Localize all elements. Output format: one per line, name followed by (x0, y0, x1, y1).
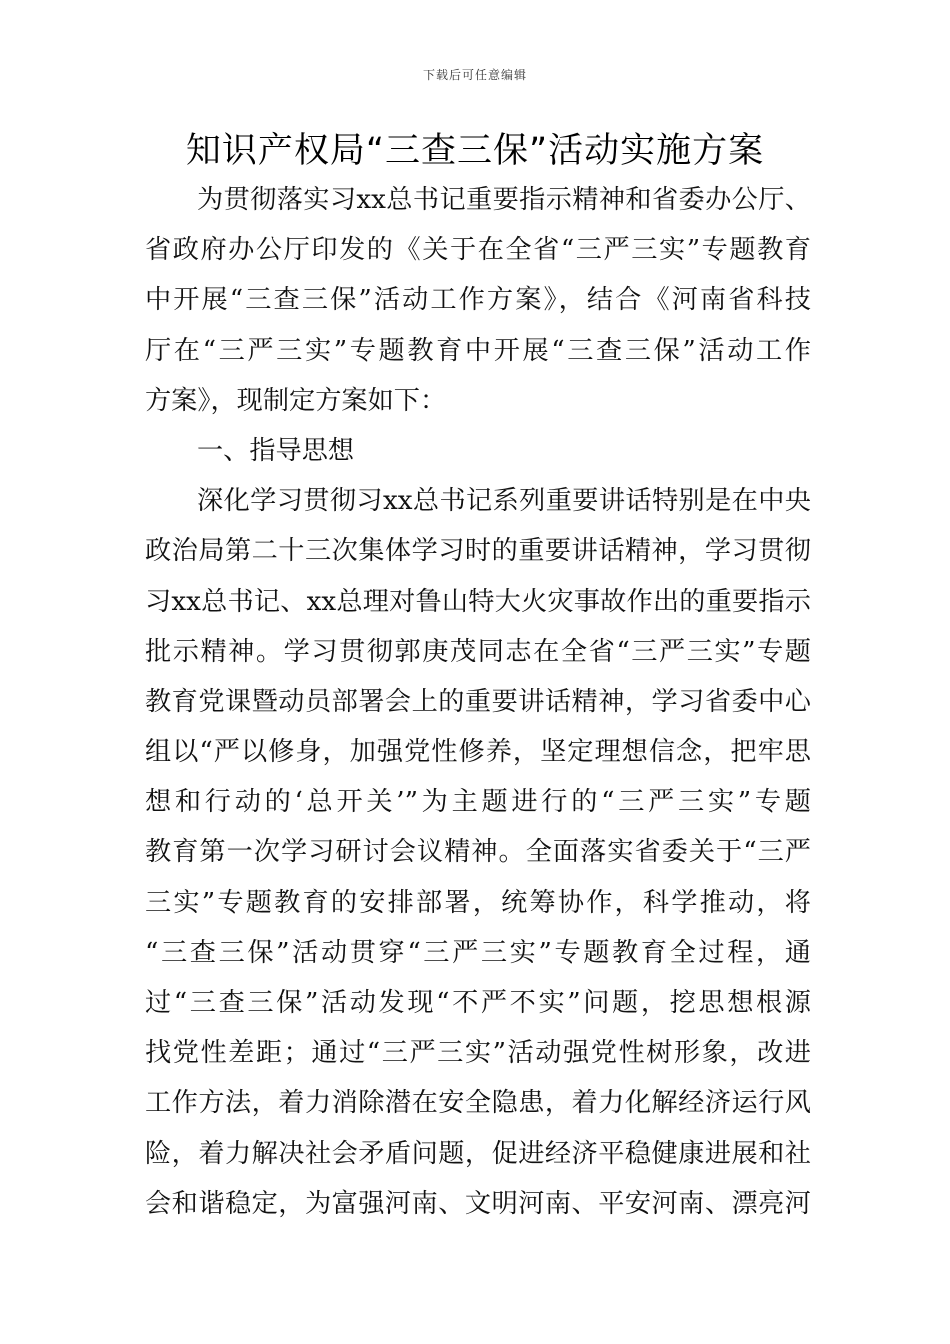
paragraph-line: 中开展“三查三保”活动工作方案》，结合《河南省科技 (145, 285, 811, 316)
paragraph-line: 为贯彻落实习xx总书记重要指示精神和省委办公厅、 (197, 185, 811, 215)
paragraph-line: 想和行动的‘总开关’”为主题进行的“三严三实”专题 (145, 787, 811, 818)
paragraph-line: 省政府办公厅印发的《关于在全省“三严三实”专题教育 (145, 235, 811, 266)
document-title: 知识产权局“三查三保”活动实施方案 (185, 131, 765, 171)
paragraph-line: 教育第一次学习研讨会议精神。全面落实省委关于“三严 (145, 837, 811, 868)
header-note: 下载后可任意编辑 (422, 68, 527, 82)
paragraph-line: 找党性差距；通过“三严三实”活动强党性树形象，改进 (145, 1038, 811, 1069)
document-body (145, 175, 811, 1229)
section-heading: 一、指导思想 (197, 435, 355, 466)
paragraph-line: 厅在“三严三实”专题教育中开展“三查三保”活动工作 (145, 335, 811, 366)
paragraph-line: “三查三保”活动贯穿“三严三实”专题教育全过程，通 (145, 937, 811, 968)
paragraph-line: 教育党课暨动员部署会上的重要讲话精神，学习省委中心 (145, 686, 811, 717)
paragraph-line: 工作方法，着力消除潜在安全隐患，着力化解经济运行风 (145, 1088, 811, 1119)
paragraph-line: 方案》，现制定方案如下： (145, 385, 447, 416)
paragraph-line: 过“三查三保”活动发现“不严不实”问题，挖思想根源 (145, 988, 811, 1018)
paragraph-line: 组以“严以修身，加强党性修养，坚定理想信念，把牢思 (145, 737, 811, 768)
paragraph-line: 深化学习贯彻习xx总书记系列重要讲话特别是在中央 (197, 486, 811, 517)
paragraph-line: 习xx总书记、xx总理对鲁山特大火灾事故作出的重要指示 (145, 586, 811, 617)
paragraph-line: 三实”专题教育的安排部署，统筹协作，科学推动，将 (145, 887, 811, 918)
paragraph-line: 会和谐稳定，为富强河南、文明河南、平安河南、漂亮河 (145, 1188, 811, 1219)
paragraph-line: 险，着力解决社会矛盾问题，促进经济平稳健康进展和社 (145, 1138, 811, 1169)
paragraph-line: 批示精神。学习贯彻郭庚茂同志在全省“三严三实”专题 (145, 636, 811, 667)
paragraph-line: 政治局第二十三次集体学习时的重要讲话精神，学习贯彻 (145, 536, 811, 567)
